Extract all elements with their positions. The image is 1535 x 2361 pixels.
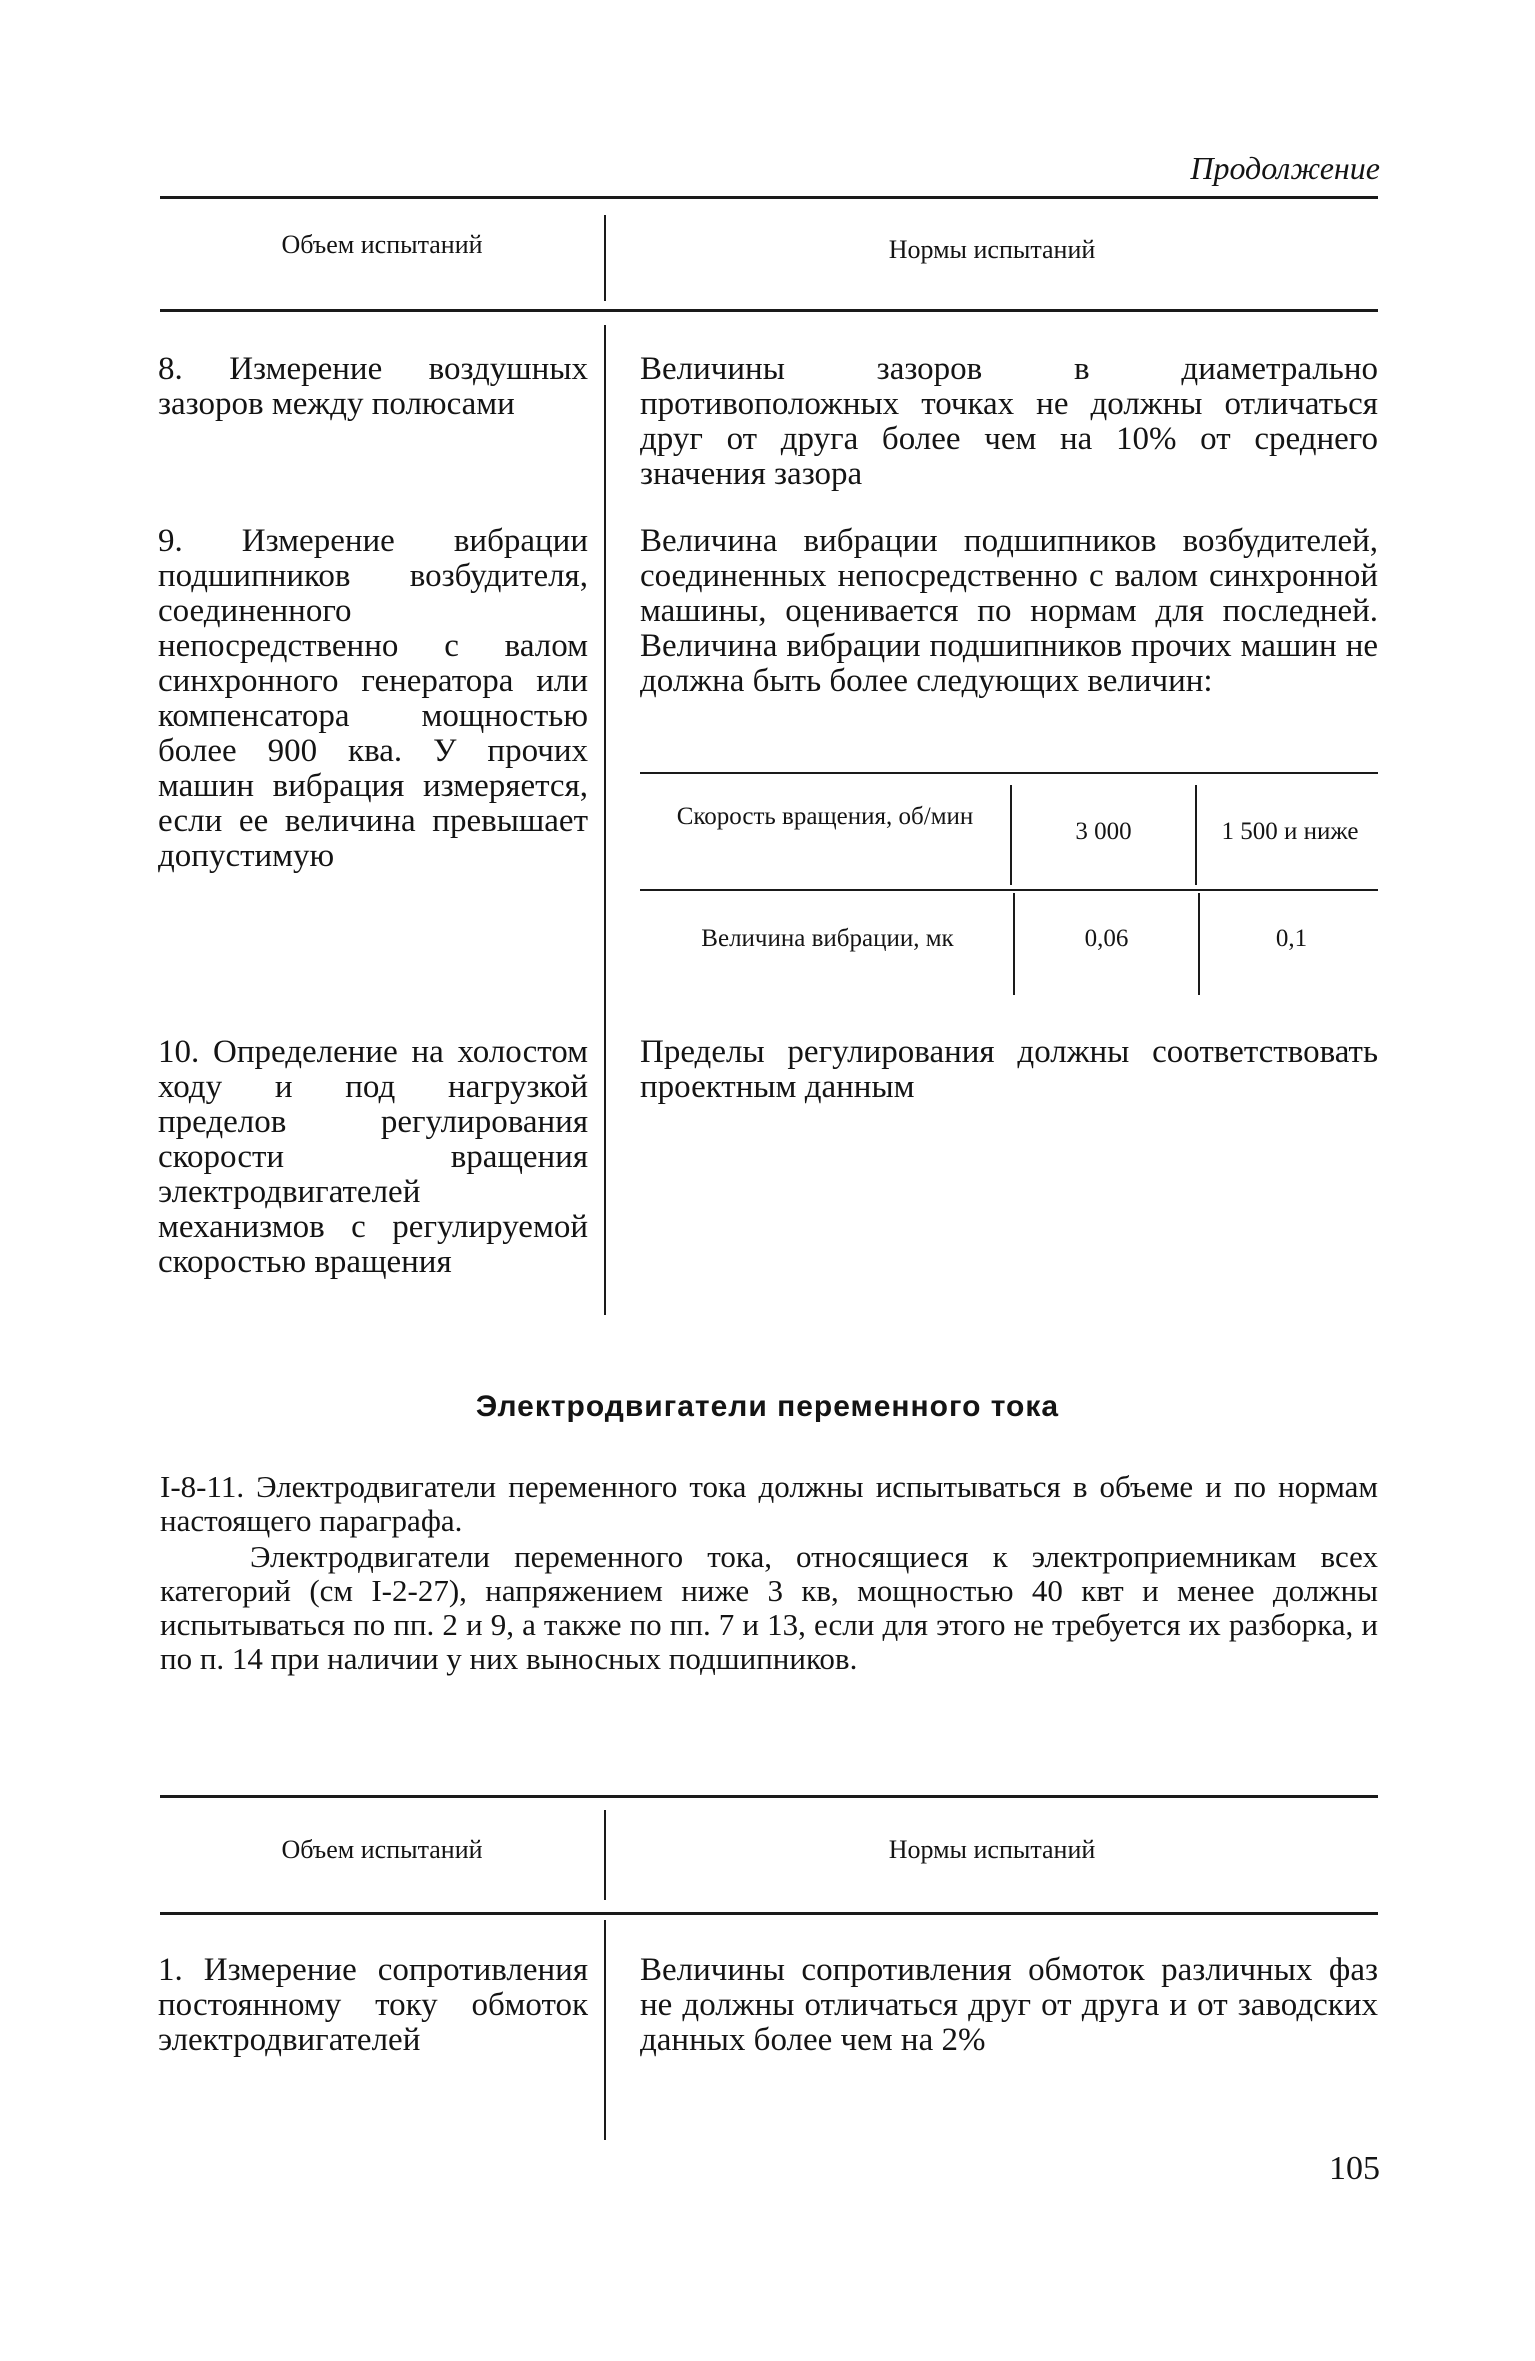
table1-header-rule bbox=[160, 309, 1378, 312]
table2-top-rule bbox=[160, 1795, 1378, 1798]
table1-header-right: Нормы испытаний bbox=[888, 235, 1096, 264]
paragraph-scope-note: Электродвигатели переменного тока, относящиеся к электроприемникам всех категорий (см І-2-27), напряжением ниже 3 кв, мощностью 40 квт и менее должны испытываться по пп. 2 и 9, а также по пп. 7 и 13, если для этого не требуется их разборка, и по п. 14 при наличии у них выносных подшипников. bbox=[160, 1539, 1378, 1676]
table1-row8-scope: 8. Измерение воздушных зазоров между полюсами bbox=[158, 351, 588, 422]
vibration-table-top-rule bbox=[640, 772, 1378, 774]
vibration-table-mid-rule bbox=[640, 889, 1378, 891]
table1-row8-norm: Величины зазоров в диаметрально противоположных точках не должны отличаться друг от друга более чем на 10% от среднего значения зазора bbox=[640, 351, 1378, 492]
table2-header-right: Нормы испытаний bbox=[888, 1835, 1096, 1864]
continuation-label: Продолжение bbox=[1190, 150, 1380, 186]
table1-row10-scope: 10. Определение на холостом ходу и под нагрузкой пределов регулирования скорости вращения электродвигателей механизмов с регулируемой скоростью вращения bbox=[158, 1034, 588, 1280]
vibration-amplitude-1500: 0,1 bbox=[1275, 925, 1308, 952]
vibration-amplitude-3000: 0,06 bbox=[1084, 925, 1129, 952]
table2-header-left: Объем испытаний bbox=[281, 1835, 483, 1864]
section-title: Электродвигатели переменного тока bbox=[475, 1390, 1060, 1423]
vibration-speed-1500: 1 500 и ниже bbox=[1221, 818, 1359, 845]
vibration-amplitude-label: Величина вибрации, мк bbox=[701, 925, 954, 952]
table1-row9-norm: Величина вибрации подшипников возбудителей, соединенных непосредственно с валом синхронной машины, оценивается по нормам для последней. Величина вибрации подшипников прочих машин не должна быть более следующих величин: bbox=[640, 523, 1378, 699]
table1-top-rule bbox=[160, 196, 1378, 199]
table2-row1-norm: Величины сопротивления обмоток различных фаз не должны отличаться друг от друга и от заводских данных более чем на 2% bbox=[640, 1952, 1378, 2058]
paragraph-1-8-11: І-8-11. Электродвигатели переменного тока должны испытываться в объеме и по нормам настоящего параграфа. bbox=[160, 1469, 1378, 1538]
table2-header-rule bbox=[160, 1912, 1378, 1915]
vibration-speed-label: Скорость вращения, об/мин bbox=[676, 803, 974, 830]
table1-body-divider bbox=[604, 325, 606, 1315]
table1-row9-scope: 9. Измерение вибрации подшипников возбудителя, соединенного непосредственно с валом синхронного генератора или компенсатора мощностью более 900 ква. У прочих машин вибрация измеряется, если ее величина превышает допустимую bbox=[158, 523, 588, 874]
page-number: 105 bbox=[1329, 2150, 1380, 2187]
vibration-speed-3000: 3 000 bbox=[1075, 818, 1132, 845]
table2-body-divider bbox=[604, 1920, 606, 2140]
table1-header-left: Объем испытаний bbox=[281, 230, 483, 259]
table1-row10-norm: Пределы регулирования должны соответствовать проектным данным bbox=[640, 1034, 1378, 1105]
table2-row1-scope: 1. Измерение сопротивления постоянному току обмоток электродвигателей bbox=[158, 1952, 588, 2058]
